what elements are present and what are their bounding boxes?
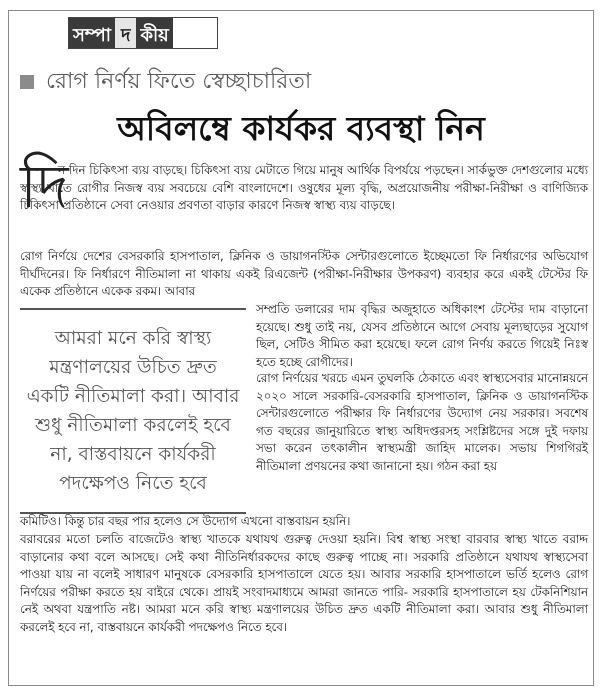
section-label — [68, 17, 218, 49]
pull-quote-text: আমরা মনে করি স্বাস্থ্য মন্ত্রণালয়ের উচিত দ্রুত একটি নীতিমালা করা। আবার শুধু নীতিমালা করলেই হবে না, বাস্তবায়নে কার্যকরী পদক্ষেপও নিতে হবে — [26, 328, 240, 494]
kicker: রোগ নির্ণয় ফিতে স্বেচ্ছাচারিতা — [46, 68, 312, 94]
pull-quote — [20, 308, 246, 514]
paragraph-2: রোগ নির্ণয়ে দেশের বেসরকারি হাসপাতাল, ক্লিনিক ও ডায়াগনস্টিক সেন্টারগুলোতে ইচ্ছেমতো ফি নির্ধারণের অভিযোগ দীর্ঘদিনের। ফি নির্ধারণে নীতিমালা না থাকায় একই রিএজেন্ট (পরীক্ষা-নিরীক্ষার উপকরণ) ব্যবহার করে একই টেস্টের ফি একেক প্রতিষ্ঠানে একেক রকম। আবার — [20, 249, 588, 299]
dropcap: দি — [20, 152, 69, 222]
paragraph-4: রোগ নির্ণয়ের খরচে এমন তুঘলকি ঠেকাতে এবং স্বাস্থ্যসেবার মানোন্নয়নে ২০২০ সালে সরকারি-বেসরকারি হাসপাতাল, ক্লিনিক ও ডায়াগনস্টিক সেন্টারগুলোতে পরীক্ষার ফি নির্ধারণের উদ্যোগ নেয় সরকার। সবশেষ গত বছরের জানুয়ারিতে স্বাস্থ্য অধিদপ্তরসহ সংশ্লিষ্টদের সঙ্গে দুই দফায় সভা করেন তৎকালীন স্বাস্থ্যমন্ত্রী জাহিদ মালেক। সভায় শিগগিরই নীতিমালা প্রণয়নের কথা জানানো হয়। গঠন করা হয় — [256, 371, 588, 473]
paragraph-3: সম্প্রতি ডলারের দাম বৃদ্ধির অজুহাতে অধিকাংশ টেস্টের দাম বাড়ানো হয়েছে। শুধু তাই নয়, যেসব প্রতিষ্ঠানে আগে সেবায় মূল্যছাড়ের সুযোগ ছিল, সেটিও সীমিত করা হয়েছে। ফলে রোগ নির্ণয় করতে গিয়েই নিঃস্ব হতে হচ্ছে রোগীদের। — [256, 302, 588, 369]
square-bullet-icon — [20, 75, 34, 89]
paragraph-5: কমিটিও। কিন্তু চার বছর পার হলেও সে উদ্যোগ এখনো বাস্তবায়ন হয়নি। — [20, 514, 351, 528]
kicker-row — [20, 65, 311, 99]
paragraph-6: বরাবরের মতো চলতি বাজেটেও স্বাস্থ্য খাতকে যথাযথ গুরুত্ব দেওয়া হয়নি। বিশ্ব স্বাস্থ্য সংস্থা বারবার স্বাস্থ্য খাতে বরাদ্দ বাড়ানোর কথা বলে আসছে। সেই কথা নীতিনির্ধারকদের কাছে গুরুত্ব পাচ্ছে না। সরকারি প্রতিষ্ঠানে যথাযথ স্বাস্থ্যসেবা পাওয়া যায় না বলেই সাধারণ মানুষকে বেসরকারি হাসপাতালে যেতে হয়। আবার সরকারি হাসপাতালে ভর্তি হলেও রোগ নির্ণয়ের পরীক্ষা করতে হয় বাইরে থেকে। প্রায়ই সংবাদমাধ্যমে আমরা জানতে পারি- সরকারি হাসপাতালে হয় টেকনিশিয়ান নেই অথবা যন্ত্রপাতি নষ্ট। আমরা মনে করি স্বাস্থ্য মন্ত্রণালয়ের উচিত দ্রুত একটি নীতিমালা করা। আবার শুধু নীতিমালা করলেই হবে না, বাস্তবায়নে কার্যকরী পদক্ষেপও নিতে হবে। — [20, 532, 588, 634]
section-label-dark: সম্পা — [69, 18, 115, 48]
headline: অবিলম্বে কার্যকর ব্যবস্থা নিন — [117, 109, 485, 148]
section-label-highlight: দ — [115, 18, 136, 48]
section-label-rest: কীয় — [136, 18, 172, 48]
paragraph-1: ন দিন চিকিৎসা ব্যয় বাড়ছে। চিকিৎসা ব্যয় মেটাতে গিয়ে মানুষ আর্থিক বিপর্যয়ে পড়ছেন। সার্কভুক্ত দেশগুলোর মধ্যে স্বাস্থ্য খাতে রোগীর নিজস্ব ব্যয় সবচেয়ে বেশি বাংলাদেশে। ওষুধের মূল্য বৃদ্ধি, অপ্রয়োজনীয় পরীক্ষা-নিরীক্ষা ও বাণিজ্যিক চিকিৎসা প্রতিষ্ঠানে সেবা নেওয়ার প্রবণতা বাড়ার কারণে নিজস্ব স্বাস্থ্য ব্যয় বাড়ছে। — [20, 163, 588, 213]
